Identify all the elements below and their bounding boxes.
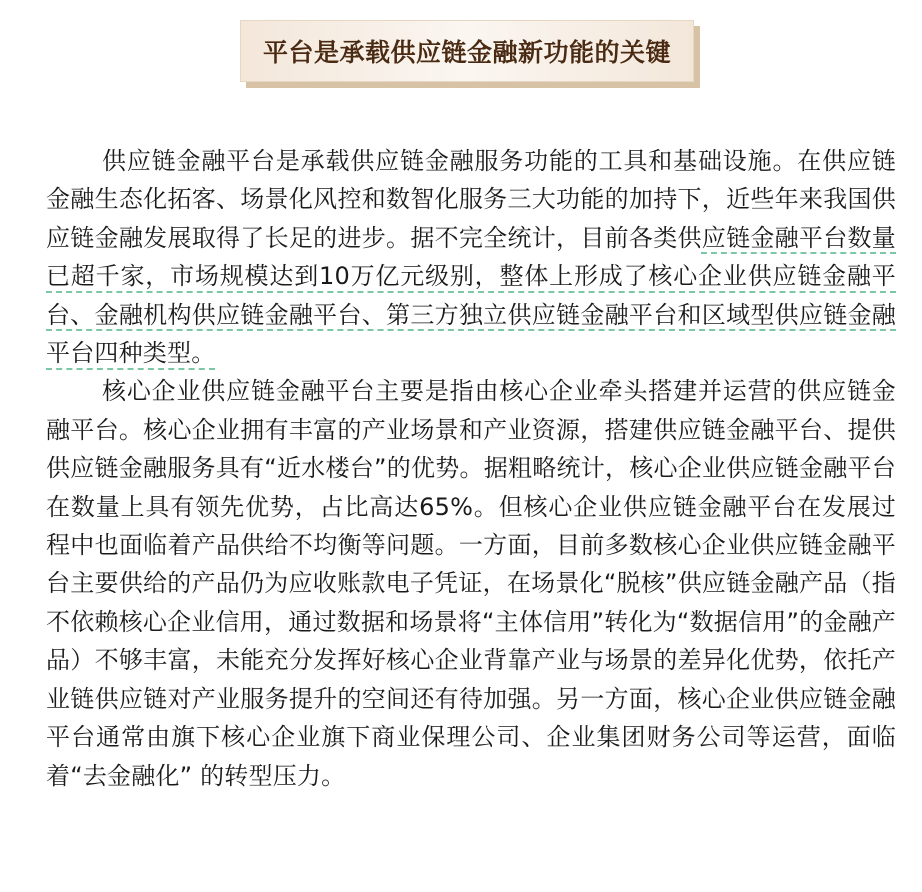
paragraph-1-highlighted-text: 应链金融平台数量已超千家，市场规模达到10万亿元级别，整体上形成了核心企业供应链金融平台、金融机构供应链金融平台、第三方独立供应链金融平台和区域型供应链金融平台四种类型。 xyxy=(46,223,896,368)
title-banner-box xyxy=(240,20,694,82)
paragraph-1 xyxy=(46,142,896,372)
section-title-banner xyxy=(240,20,700,88)
section-title: 平台是承载供应链金融新功能的关键 xyxy=(262,38,671,67)
paragraph-1-text: 供应链金融平台是承载供应链金融服务功能的工具和基础设施。在供应链金融生态化拓客、场景化风控和数智化服务三大功能的加持下，近些年来我国供应链金融发展取得了长足的进步。据不完全统计，目前各类供 xyxy=(46,147,896,252)
article-body xyxy=(46,142,896,795)
paragraph-2-text: 核心企业供应链金融平台主要是指由核心企业牵头搭建并运营的供应链金融平台。核心企业拥有丰富的产业场景和产业资源，搭建供应链金融平台、提供供应链金融服务具有“近水楼台”的优势。据粗略统计，核心企业供应链金融平台在数量上具有领先优势，占比高达65%。但核心企业供应链金融平台在发展过程中也面临着产品供给不均衡等问题。一方面，目前多数核心企业供应链金融平台主要供给的产品仍为应收账款电子凭证，在场景化“脱核”供应链金融产品（指不依赖核心企业信用，通过数据和场景将“主体信用”转化为“数据信用”的金融产品）不够丰富，未能充分发挥好核心企业背靠产业与场景的差异化优势，依托产业链供应链对产业服务提升的空间还有待加强。另一方面，核心企业供应链金融平台通常由旗下核心企业旗下商业保理公司、企业集团财务公司等运营，面临着“去金融化” 的转型压力。 xyxy=(46,377,896,790)
paragraph-2 xyxy=(46,372,896,794)
